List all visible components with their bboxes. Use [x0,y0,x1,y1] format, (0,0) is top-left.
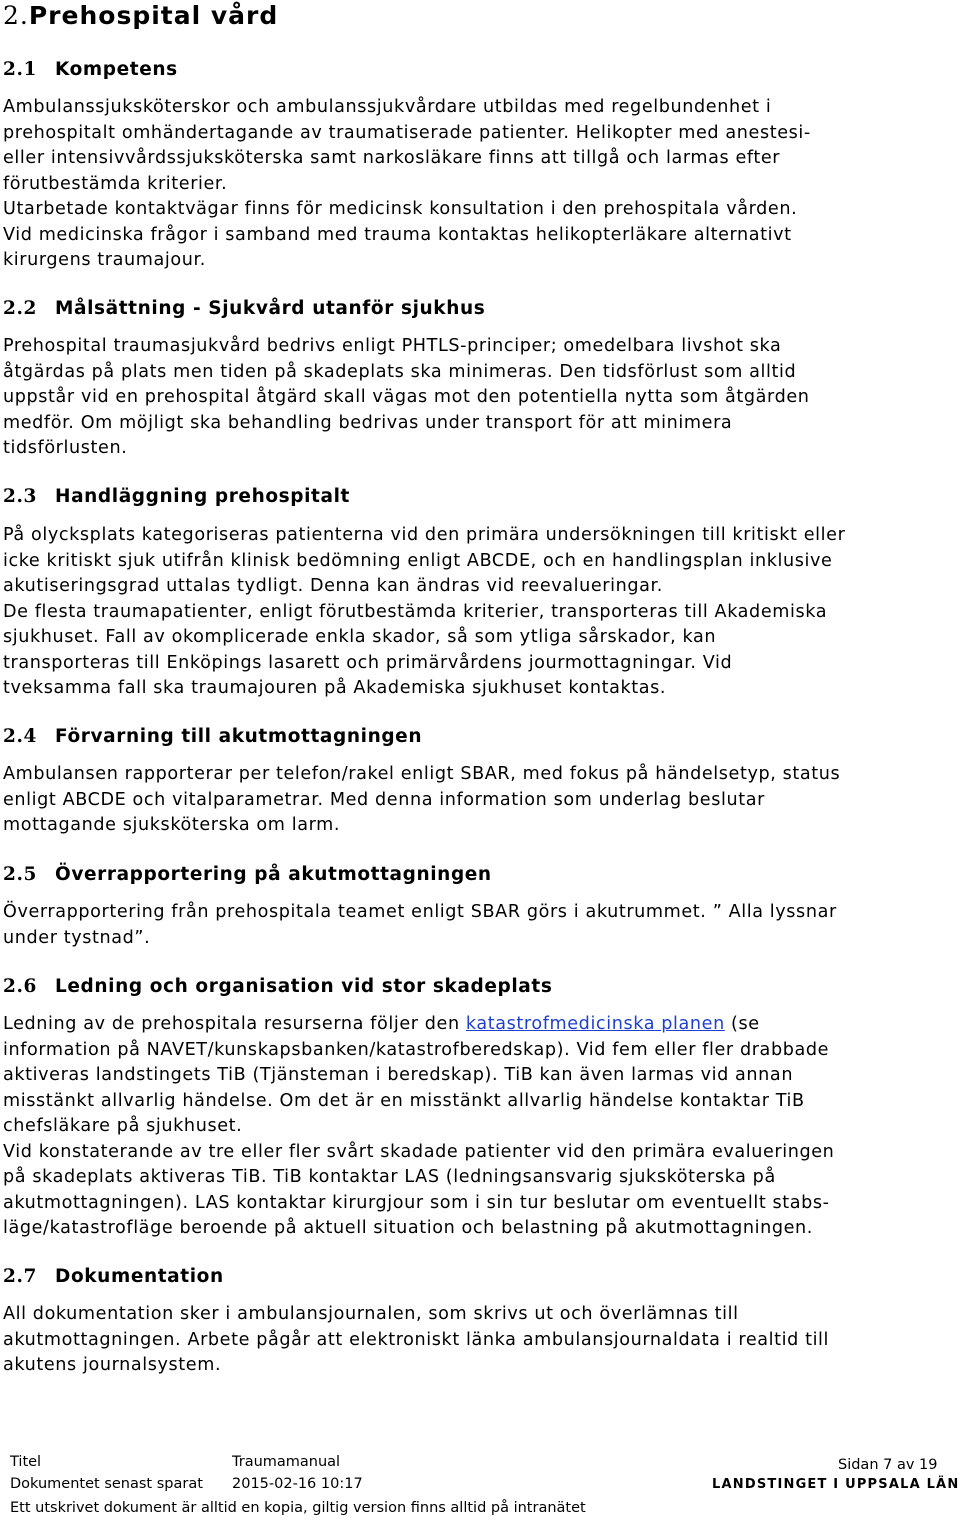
section-heading-2-7 [3,1266,224,1287]
text-line: De flesta traumapatienter, enligt förutbestämda kriterier, transporteras till Akademiska [3,601,828,622]
footer-title-value: Traumamanual [232,1454,341,1470]
section-heading-2-1 [3,59,178,80]
text-line: akutmottagningen. Arbete pågår att elektroniskt länka ambulansjournaldata i realtid till [3,1329,830,1350]
text-line: icke kritiskt sjuk utifrån klinisk bedömning enligt ABCDE, och en handlingsplan inklusive [3,550,833,571]
text-line: förutbestämda kriterier. [3,173,228,194]
text-line: På olycksplats kategoriseras patienterna vid den primära undersökningen till kritiskt eller [3,525,846,545]
text-fragment: Ledning av de prehospitala resurserna följer den [3,1014,466,1034]
text-line: transporteras till Enköpings lasarett och primärvårdens jourmottagningar. Vid [3,652,733,673]
section-heading-2-5 [3,864,492,885]
chapter-title: Prehospital vård [28,1,279,30]
text-line: eller intensivvårdssjuksköterska samt narkosläkare finns att tillgå och larmas efter [3,148,781,168]
footer-saved-value: 2015-02-16 10:17 [232,1476,363,1492]
section-heading-2-2 [3,298,485,319]
text-line: akutens journalsystem. [3,1355,222,1375]
text-line: åtgärdas på plats men tiden på skadeplats ska minimeras. Den tidsförlust som alltid [3,361,797,382]
footer-saved-label: Dokumentet senast sparat [10,1476,203,1492]
section-number: 2.2 [3,298,37,319]
text-line: på skadeplats aktiveras TiB. TiB kontaktar LAS (ledningsansvarig sjuksköterska på [3,1167,776,1187]
text-line: läge/katastrofläge beroende på aktuell situation och belastning på akutmottagningen. [3,1218,813,1238]
text-line: chefsläkare på sjukhuset. [3,1116,243,1136]
text-line: sjukhuset. Fall av okomplicerade enkla skador, så som ytliga sårskador, kan [3,627,717,647]
section-title: Förvarning till akutmottagningen [55,726,423,747]
text-line: prehospitalt omhändertagande av traumatiserade patienter. Helikopter med anestesi- [3,122,811,143]
text-line: aktiveras landstingets TiB (Tjänsteman i beredskap). TiB kan även larmas vid annan [3,1065,794,1085]
page-footer [0,1444,960,1522]
text-line: tidsförlusten. [3,438,128,458]
text-line: misstänkt allvarlig händelse. Om det är en misstänkt allvarlig händelse kontaktar TiB [3,1090,805,1111]
section-heading-2-4 [3,726,422,747]
text-line: enligt ABCDE och vitalparametrar. Med denna information som underlag beslutar [3,789,765,810]
section-number: 2.4 [3,726,37,747]
section-body-2-3 [3,523,953,702]
text-line: kirurgens traumajour. [3,250,206,270]
text-line: Vid konstaterande av tre eller fler svårt skadade patienter vid den primära evalueringen [3,1141,835,1162]
text-line: akutiseringsgrad uttalas tydligt. Denna kan ändras vid reevalueringar. [3,576,663,596]
section-body-2-2 [3,334,953,462]
section-body-2-6 [3,1012,953,1242]
text-fragment: (se [724,1014,760,1034]
section-body-2-1 [3,95,953,274]
section-number: 2.7 [3,1266,37,1287]
section-title: Dokumentation [55,1266,224,1287]
text-line: under tystnad”. [3,927,151,948]
text-line: information på NAVET/kunskapsbanken/katastrofberedskap). Vid fem eller fler drabbade [3,1039,830,1060]
text-line: Ambulanssjuksköterskor och ambulanssjukvårdare utbildas med regelbundenhet i [3,97,772,117]
text-line: Prehospital traumasjukvård bedrivs enligt PHTLS-principer; omedelbara livshot ska [3,336,782,356]
text-line: All dokumentation sker i ambulansjournalen, som skrivs ut och överlämnas till [3,1304,739,1324]
section-body-2-7 [3,1302,953,1379]
section-body-2-4 [3,762,953,839]
text-line: mottagande sjuksköterska om larm. [3,815,341,835]
text-line: medför. Om möjligt ska behandling bedrivas under transport för att minimera [3,412,733,433]
section-title: Överrapportering på akutmottagningen [55,864,492,885]
text-line: akutmottagningen). LAS kontaktar kirurgjour som i sin tur beslutar om eventuellt stabs- [3,1192,830,1213]
chapter-heading [3,1,278,30]
footer-title-label: Titel [10,1454,42,1470]
section-heading-2-3 [3,486,350,507]
text-line-with-link [3,1012,953,1038]
organization-name: LANDSTINGET I UPPSALA LÄN [712,1477,960,1492]
text-line: Överrapportering från prehospitala teamet enligt SBAR görs i akutrummet. ” Alla lyssnar [3,902,837,922]
section-number: 2.6 [3,976,37,997]
section-title: Kompetens [55,59,178,80]
section-number: 2.5 [3,864,37,885]
section-title: Ledning och organisation vid stor skadeplats [55,976,553,997]
text-line: uppstår vid en prehospital åtgärd skall vägas mot den potentiella nytta som åtgärden [3,387,810,407]
footer-page-number: Sidan 7 av 19 [838,1457,938,1473]
chapter-number: 2. [3,1,29,30]
section-heading-2-6 [3,976,552,997]
text-line: tveksamma fall ska traumajouren på Akademiska sjukhuset kontaktas. [3,678,667,698]
section-title: Handläggning prehospitalt [55,486,350,507]
text-line: Ambulansen rapporterar per telefon/rakel enligt SBAR, med fokus på händelsetyp, status [3,764,841,784]
text-line: Vid medicinska frågor i samband med trauma kontaktas helikopterläkare alternativt [3,224,792,245]
text-line: Utarbetade kontaktvägar finns för medicinsk konsultation i den prehospitala vården. [3,199,798,219]
section-number: 2.1 [3,59,37,80]
section-body-2-5 [3,900,953,951]
section-title: Målsättning - Sjukvård utanför sjukhus [55,298,486,319]
footer-disclaimer: Ett utskrivet dokument är alltid en kopia, giltig version finns alltid på intranätet [10,1500,586,1516]
section-number: 2.3 [3,486,37,507]
katastrofmedicinska-planen-link[interactable]: katastrofmedicinska planen [465,1014,725,1034]
